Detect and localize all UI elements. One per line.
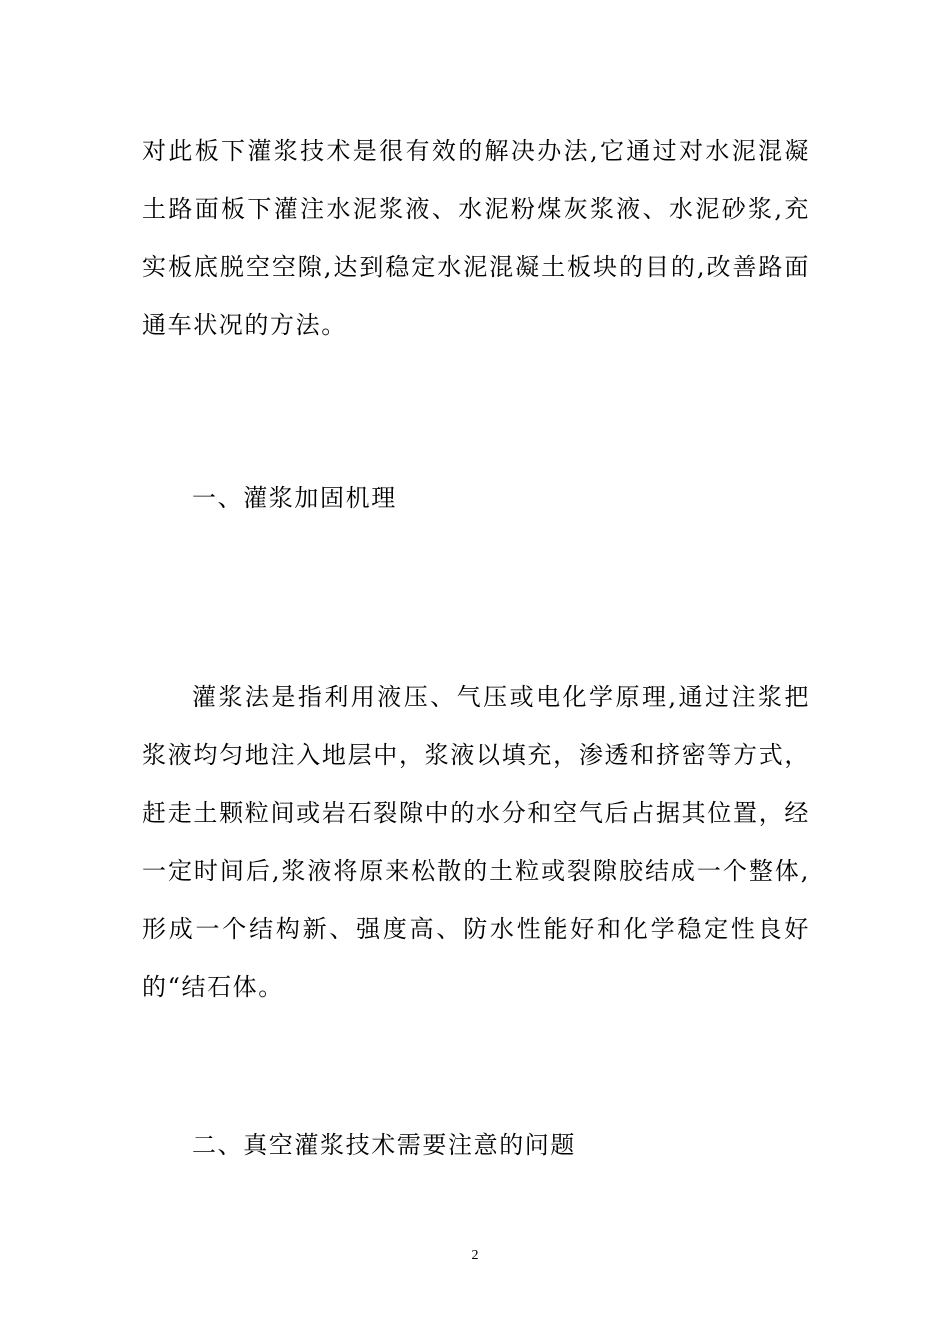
section-heading-vacuum-grouting-issues: 二、真空灌浆技术需要注意的问题 bbox=[192, 1131, 576, 1159]
page-number: 2 bbox=[471, 1248, 479, 1263]
body-paragraph-grouting-solution: 对此板下灌浆技术是很有效的解决办法,它通过对水泥混凝土路面板下灌注水泥浆液、水泥粉煤灰浆液、水泥砂浆,充实板底脱空空隙,达到稳定水泥混凝土板块的目的,改善路面通车状况的方法。 bbox=[142, 137, 810, 339]
section-heading-grouting-mechanism: 一、灌浆加固机理 bbox=[192, 484, 397, 512]
body-paragraph-grouting-method: 灌浆法是指利用液压、气压或电化学原理,通过注浆把浆液均匀地注入地层中，浆液以填充，渗透和挤密等方式，赶走土颗粒间或岩石裂隙中的水分和空气后占据其位置，经一定时间后,浆液将原来松散的土粒或裂隙胶结成一个整体,形成一个结构新、强度高、防水性能好和化学稳定性良好的“结石体。 bbox=[142, 683, 810, 1001]
